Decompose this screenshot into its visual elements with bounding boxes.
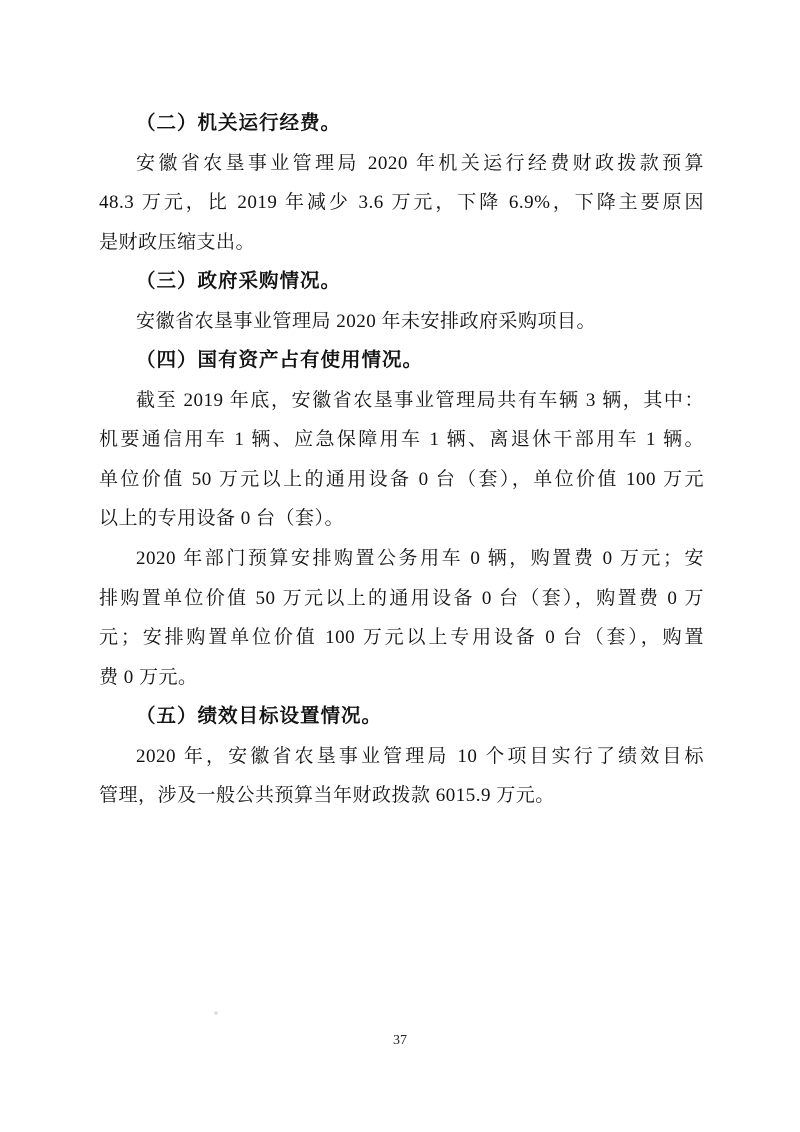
section-heading-5: （五）绩效目标设置情况。: [136, 706, 383, 728]
paragraph-line: 管理，涉及一般公共预算当年财政拨款 6015.9 万元。: [99, 785, 555, 807]
scan-speck: [214, 1011, 218, 1015]
section-heading-4: （四）国有资产占有使用情况。: [136, 350, 424, 372]
paragraph-line: 排购置单位价值 50 万元以上的通用设备 0 台（套），购置费 0 万: [99, 587, 704, 609]
page-number: 37: [393, 1033, 407, 1048]
section-heading-2: （二）机关运行经费。: [136, 113, 342, 134]
paragraph-line: 48.3 万元，比 2019 年减少 3.6 万元，下降 6.9%，下降主要原因: [99, 192, 704, 214]
paragraph-line: 是财政压缩支出。: [99, 231, 256, 253]
paragraph-line: 机要通信用车 1 辆、应急保障用车 1 辆、离退休干部用车 1 辆。: [99, 429, 704, 451]
paragraph-line: 以上的专用设备 0 台（套）。: [99, 508, 345, 530]
paragraph-line: 2020 年部门预算安排购置公务用车 0 辆，购置费 0 万元；安: [136, 548, 704, 570]
paragraph-line: 安徽省农垦事业管理局 2020 年机关运行经费财政拨款预算: [136, 152, 704, 174]
paragraph-line: 单位价值 50 万元以上的通用设备 0 台（套），单位价值 100 万元: [99, 468, 704, 490]
document-body: [99, 104, 704, 816]
paragraph-line: 安徽省农垦事业管理局 2020 年未安排政府采购项目。: [136, 310, 597, 332]
paragraph-line: 费 0 万元。: [99, 666, 198, 688]
paragraph-line: 2020 年，安徽省农垦事业管理局 10 个项目实行了绩效目标: [136, 745, 704, 767]
section-heading-3: （三）政府采购情况。: [136, 271, 342, 293]
paragraph-line: 元；安排购置单位价值 100 万元以上专用设备 0 台（套），购置: [99, 627, 704, 649]
paragraph-line: 截至 2019 年底，安徽省农垦事业管理局共有车辆 3 辆，其中：: [136, 389, 704, 411]
